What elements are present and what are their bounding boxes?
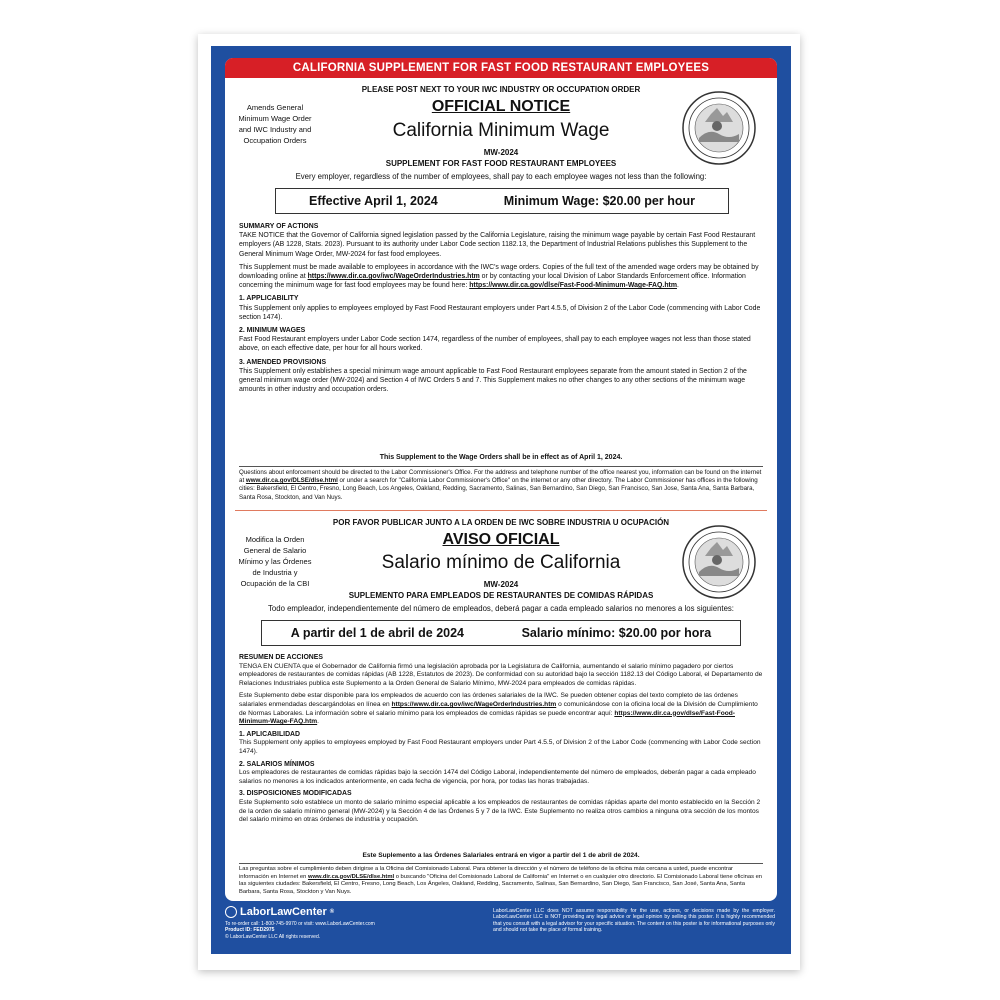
dlse-link[interactable]: www.dir.ca.gov/DLSE/dlse.html (307, 873, 395, 880)
section-rule (239, 863, 763, 864)
copyright: © LaborLawCenter LLC All rights reserved. (225, 933, 321, 940)
laborlawcenter-logo (225, 906, 334, 918)
minimum-wage: Minimum Wage: $20.00 per hour (503, 194, 695, 208)
amended-provisions-text: This Supplement only establishes a special minimum wage amount applicable to Fast Food Restaurant employees separate from the amount stated in Section 2 of the general minimum wage order (MW-2024) and Section 4 of IWC Orders 5 and 7. This Supplement makes no other changes to any other sections of the minimum wage amounts in other industry and occupation orders. (239, 367, 747, 394)
wage-orders-link[interactable]: https://www.dir.ca.gov/iwc/WageOrderIndustries.htm (307, 273, 480, 281)
section-rule (239, 466, 763, 467)
product-id: Product ID: FED2975 (225, 927, 275, 934)
mw-code: MW-2024 (483, 148, 519, 157)
questions-text (239, 866, 763, 896)
applicability-text: This Supplement only applies to employees employed by Fast Food Restaurant employers under Part 4.5.5, of Division 2 of the Labor Code (commencing with Labor Code section 1474). (239, 304, 761, 321)
spanish-body (239, 654, 763, 829)
questions-part: or under a search for "California Labor Commissioner's Office" on the internet or any other directory. The Labor Commissioner has offices in the following cities: Bakersfield, El Centro, Fresno, Long Beach, Los Angeles, Oakland, Redding, Sacramento, Salinas, San Bernardino, San Diego, San Francisco, San Jose, Santa Ana, Santa Barbara, Santa Rosa, Stockton, and Van Nuys. (239, 477, 758, 501)
effective-statement: Este Suplemento a las Órdenes Salariales entrará en vigor a partir del 1 de abril de 2024. (362, 852, 640, 859)
official-notice-title: OFFICIAL NOTICE (431, 98, 571, 115)
minimum-wage: Salario mínimo: $20.00 por hora (521, 626, 712, 640)
post-instruction: PLEASE POST NEXT TO YOUR IWC INDUSTRY OR OCCUPATION ORDER (361, 85, 641, 94)
availability-part: . (676, 282, 679, 290)
main-title: Salario mínimo de California (381, 552, 621, 573)
effective-date: Effective April 1, 2024 (308, 194, 438, 208)
minimum-wages-heading: 2. MINIMUM WAGES (239, 327, 306, 335)
english-section (225, 80, 777, 510)
order-line: To re-order call: 1-800-745-9970 or visit: www.LaborLawCenter.com (225, 921, 375, 927)
summary-text: TAKE NOTICE that the Governor of California signed legislation passed by the California Legislature, raising the minimum wage payable by certain Fast Food Restaurant employers (AB 1228, Stats. 2023). Pursuant to its authority under Labor Code section 1182.13, the Department of Industrial Relations publishes this Supplement to the General Minimum Wage Order, MW-2024 for fast food employees. (239, 232, 756, 258)
wage-box (275, 188, 729, 214)
questions-part: Las preguntas sobre el cumplimiento deben dirigirse a la Oficina del Comisionado Laboral. Para obtener la dirección y el número de teléfono de la oficina más cercana a usted, puede encontrar información en Internet en (239, 866, 733, 880)
amends-note: Amends General Minimum Wage Order and IWC Industry and Occupation Orders (238, 103, 312, 145)
wage-box (261, 620, 741, 646)
poster-banner: CALIFORNIA SUPPLEMENT FOR FAST FOOD RESTAURANT EMPLOYEES (225, 58, 777, 78)
questions-part: Questions about enforcement should be directed to the Labor Commissioner's Office. For the address and telephone number of the office nearest you, information can be found on the internet at (239, 469, 762, 485)
supplement-title: SUPPLEMENT FOR FAST FOOD RESTAURANT EMPLOYEES (385, 159, 617, 168)
wage-orders-link[interactable]: https://www.dir.ca.gov/iwc/WageOrderIndustries.htm (391, 700, 557, 708)
availability-part: This Supplement must be made available to employees in accordance with the IWC's wage orders. Copies of the full text of the amended wage orders may be obtained by downloading online at (239, 263, 759, 281)
summary-text: TENGA EN CUENTA que el Gobernador de California firmó una legislación aprobada por la Legislatura de California, aumentando el salario mínimo pagadero por ciertos empleadores de restaurantes de comidas rápidas (AB 1228, Estatutos de 2023). De conformidad con su autoridad bajo la sección 1182.13 del Código Laboral, el Departamento de Relaciones Industriales publica este Suplemento a la Orden General de Salario Mínimo, MW-2024 para empleados de comidas rápidas. (239, 662, 763, 687)
registered-mark-icon: ® (329, 909, 335, 915)
mw-code: MW-2024 (483, 580, 519, 589)
order-info (225, 921, 375, 940)
dlse-link[interactable]: www.dir.ca.gov/DLSE/dlse.html (245, 477, 338, 485)
availability-part: o comunicándose con la oficina local de la División de Cumplimiento de Normas Laborales. La información sobre el salario mínimo para los empleados de comidas rápidas se puede encontrar aquí: (239, 700, 758, 717)
summary-heading: RESUMEN DE ACCIONES (239, 654, 323, 661)
questions-text (239, 469, 763, 502)
availability-part: Este Suplemento debe estar disponible para los empleados de acuerdo con las órdenes salariales de la IWC. Se pueden obtener copias del texto completo de las órdenes salariales enmendadas descargándolas en línea en (239, 692, 738, 708)
faq-link[interactable]: https://www.dir.ca.gov/dlse/Fast-Food-Minimum-Wage-FAQ.htm (239, 709, 735, 726)
employer-statement: Every employer, regardless of the number of employees, shall pay to each employee wages not less than the following: (295, 172, 707, 181)
minimum-wages-text: Fast Food Restaurant employers under Labor Code section 1474, regardless of the number of employees, shall pay to each employee wages not less than those stated above, on each effective date, per hour for all hours worked. (239, 336, 751, 353)
amends-note: Modifica la Orden General de Salario Mínimo y las Órdenes de Industria y Ocupación de la CBI (238, 535, 312, 588)
english-body (239, 222, 763, 398)
availability-text (239, 692, 763, 726)
employer-statement: Todo empleador, independientemente del número de empleados, deberá pagar a cada empleado salarios no menores a los siguientes: (268, 604, 734, 613)
spanish-section (225, 516, 777, 901)
poster-frame (211, 46, 791, 954)
applicability-heading: 1. APPLICABILITY (239, 295, 299, 303)
summary-heading: SUMMARY OF ACTIONS (239, 223, 319, 230)
questions-part: o buscando "Oficina del Comisionado Laboral de California" en Internet o en cualquier otro directorio. El Comisionado Laboral tiene oficinas en las siguientes ciudades: Bakersfield, El Centro, Fresno, Long Beach, Los Ángeles, Oakland, Redding, Sacramento, Salinas, San Bernardino, San Diego, San Francisco, San José, Santa Ana, Santa Barbara, Santa Rosa, Stockton y Van Nuys. (239, 873, 763, 895)
language-divider (235, 510, 767, 511)
logo-text: LaborLawCenter (240, 906, 327, 918)
official-notice-title: AVISO OFICIAL (442, 531, 560, 548)
poster-footer (225, 906, 777, 952)
availability-text (239, 263, 763, 291)
post-instruction: POR FAVOR PUBLICAR JUNTO A LA ORDEN DE IWC SOBRE INDUSTRIA U OCUPACIÓN (332, 518, 670, 527)
availability-part: . (317, 718, 319, 726)
minimum-wages-heading: 2. SALARIOS MÍNIMOS (239, 760, 315, 768)
logo-circle-icon (225, 906, 237, 918)
disclaimer: LaborLawCenter LLC does NOT assume responsibility for the use, actions, or decisions made by the employer. LaborLawCenter LLC is NOT providing any legal advice or legal opinion by selling this poster. It is highly recommended that you consult with a legal advisor for your specific situation. The content on this poster is for informational purposes only and should not take the place of formal training. (493, 908, 775, 933)
effective-statement: This Supplement to the Wage Orders shall be in effect as of April 1, 2024. (379, 454, 623, 461)
applicability-text: This Supplement only applies to employees employed by Fast Food Restaurant employers under Part 4.5.5, of Division 2 of the Labor Code (commencing with Labor Code section 1474). (239, 739, 761, 755)
effective-date: A partir del 1 de abril de 2024 (290, 626, 464, 640)
amended-provisions-heading: 3. AMENDED PROVISIONS (239, 358, 327, 366)
poster-content (225, 58, 777, 901)
main-title: California Minimum Wage (392, 120, 610, 141)
minimum-wages-text: Los empleadores de restaurantes de comidas rápidas bajo la sección 1474 del Código Laboral, independientemente del número de empleados, deberán pagar a cada empleado salarios no menores a los indicados anteriormente, en cada fecha de vigencia, por hora, por todas las horas trabajadas. (239, 769, 756, 785)
faq-link[interactable]: https://www.dir.ca.gov/dlse/Fast-Food-Minimum-Wage-FAQ.htm (469, 282, 677, 290)
amended-provisions-text: Este Suplemento solo establece un monto de salario mínimo especial aplicable a los empleados de restaurantes de comidas rápidas aparte del monto establecido en la Sección 2 de la orden de salario mínimo general (MW-2024) y la Sección 4 de las Órdenes 5 y 7 de la IWC. Este Suplemento no realiza otros cambios a ninguna otra sección de los montos del salario mínimo en otras órdenes de industria y ocupación. (239, 798, 761, 824)
applicability-heading: 1. APLICABILIDAD (239, 730, 300, 738)
availability-part: or by contacting your local Division of Labor Standards Enforcement office. Information concerning the minimum wage for fast food employees may be found here: (239, 273, 746, 290)
supplement-title: SUPLEMENTO PARA EMPLEADOS DE RESTAURANTES DE COMIDAS RÁPIDAS (348, 591, 654, 600)
amended-provisions-heading: 3. DISPOSICIONES MODIFICADAS (239, 790, 352, 798)
